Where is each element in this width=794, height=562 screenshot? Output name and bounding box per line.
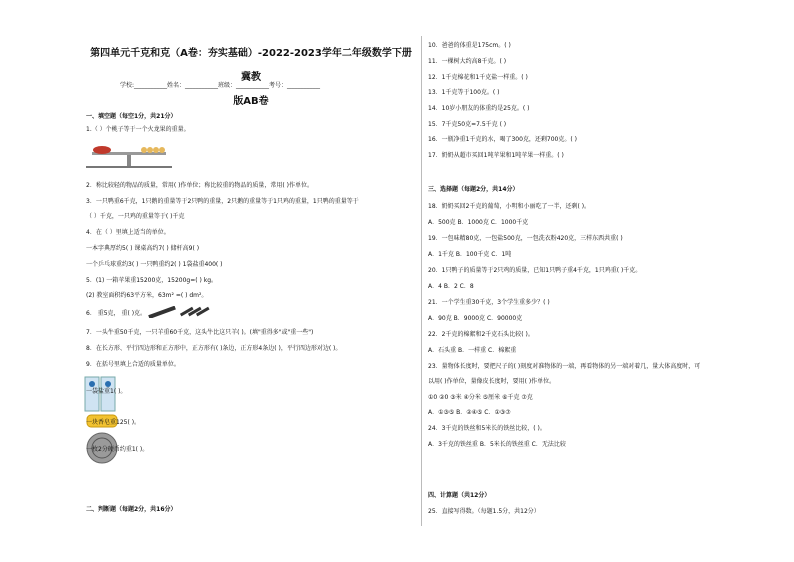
question-5-2: (2) 教室面积约63平方米，63m² =( ) dm²。 xyxy=(86,292,208,299)
question-17: 17．奶奶从超市买回1吨苹果和1吨苹果一样重。( ) xyxy=(428,152,564,159)
question-19-options: A．1千克 B．100千克 C．1吨 xyxy=(428,251,512,258)
title-line-1: 第四单元千克和克（A卷：夯实基础）-2022-2023学年二年级数学下册冀教 xyxy=(90,48,412,83)
question-18: 18．奶奶买回2千克的葡萄，小明和小丽吃了一半，还剩( )。 xyxy=(428,203,591,210)
question-4-row-2: 一个乒乓球重约3( ) 一只鸭重约2( ) 1袋盐重400( ) xyxy=(86,261,223,268)
question-8: 8．在长方形、平行四边形和正方形中，正方形有( )条边，正方形4条边( )，平行四边形对边( )。 xyxy=(86,345,342,352)
question-6: 6． 重5克， 重( )克。 xyxy=(86,310,147,317)
question-18-options: A．500克 B．1000克 C．1000千克 xyxy=(428,219,529,226)
student-info-line: 学校:___________姓名：___________班级：___________考号：___________ xyxy=(120,82,321,89)
section-title-choice: 三、选择题（每题2分，共14分） xyxy=(428,186,519,193)
question-25: 25．直接写得数。（每题1.5分，共12分） xyxy=(428,508,540,515)
question-23: 23．量物体长度时，要把尺子的( )刻度对准物体的一端，再看物体的另一端对着几，量大体高度时，可 xyxy=(428,363,701,370)
page-title xyxy=(86,42,416,114)
question-4: 4．在（ ）里填上适当的单位。 xyxy=(86,229,170,236)
question-7: 7．一头牛重50千克，一只羊重60千克，这头牛比这只羊( )。(填"重得多"或"重一些") xyxy=(86,329,314,336)
question-11: 11．一棵树大约高8千克。( ) xyxy=(428,58,507,65)
question-21-options: A．90克 B．9000克 C．90000克 xyxy=(428,315,523,322)
question-16: 16．一瓶净重1千克的水，喝了300克，还剩700克。( ) xyxy=(428,136,577,143)
question-5-1: 5．(1) 一箱苹果重15200克，15200g=( ) kg。 xyxy=(86,277,218,284)
section-title-fill-in: 一、填空题（每空1分，共21分） xyxy=(86,113,177,120)
question-14: 14．10岁小朋友的体重约是25克。( ) xyxy=(428,105,530,112)
question-22-options: A．石头重 B．一样重 C．棉絮重 xyxy=(428,347,517,354)
pen-bundle-image xyxy=(180,306,214,318)
question-24: 24．3千克的铁丝和5米长的铁丝比较，( )。 xyxy=(428,425,546,432)
question-3: 3．一只鸭重6千克，1只鹅的重量等于2只鸭的重量，2只鹅的重量等于1只鸡的重量，1只鸭的重量等于 xyxy=(86,198,359,205)
balance-scale-image xyxy=(86,146,172,168)
question-21: 21．一个学生重30千克，3个学生重多少？( ) xyxy=(428,299,550,306)
column-divider xyxy=(421,36,422,526)
question-13: 13．1千克等于100克。( ) xyxy=(428,89,500,96)
question-1: 1.（ ）个桃子等于一个火龙果的重量。 xyxy=(86,126,190,133)
question-10: 10．爸爸的体重是175cm。( ) xyxy=(428,42,511,49)
question-19: 19．一包味精80克，一包盐500克，一包洗衣粉420克，三样东西共重( ) xyxy=(428,235,623,242)
section-title-calculation: 四、计算题（共12分） xyxy=(428,492,491,499)
title-line-2: 版AB卷 xyxy=(233,96,269,107)
question-9: 9．在括号里填上合适的质量单位。 xyxy=(86,361,180,368)
question-22: 22．2千克的棉絮和2千克石头比较( )。 xyxy=(428,331,534,338)
section-title-true-false: 二、判断题（每题2分，共16分） xyxy=(86,506,177,513)
question-12: 12．1千克棉花和1千克盐一样重。( ) xyxy=(428,74,528,81)
question-24-options: A．3千克的铁丝重 B．5米长的铁丝重 C．无法比较 xyxy=(428,441,566,448)
question-23-cont: 以用( )作单位，量像皮长度时，要用( )作单位。 xyxy=(428,378,556,385)
question-23-options: A．①③⑤ B．②④⑤ C．①③⑦ xyxy=(428,409,511,416)
question-23-choices: ①0 ②0 ③米 ④分米 ⑤厘米 ⑥千克 ⑦克 xyxy=(428,394,533,401)
question-9-soap: 一块香皂重125( )。 xyxy=(86,419,141,426)
question-4-row-1: 一本字典厚约5( ) 课桌高约7( ) 储杆高9( ) xyxy=(86,245,200,252)
question-3-cont: （ ）千克，一只鸡的重量等于( )千克 xyxy=(86,213,185,220)
single-pen-image xyxy=(146,306,180,318)
question-2: 2．称比较轻的物品的质量，常用( )作单位；称比较重的物品的质量，常用( )作单位。 xyxy=(86,182,313,189)
question-9-coin: 一枚2分硬币约重1( )。 xyxy=(86,446,149,453)
question-20-options: A．4 B．2 C．8 xyxy=(428,283,474,290)
question-9-salt: 一袋盐重1( )。 xyxy=(86,388,127,395)
question-15: 15．7千克50克=7.5千克 ( ) xyxy=(428,121,507,128)
question-20: 20．1只鸭子的质量等于2只鸡的质量，已知1只鸭子重4千克，1只鸡重( )千克。 xyxy=(428,267,642,274)
